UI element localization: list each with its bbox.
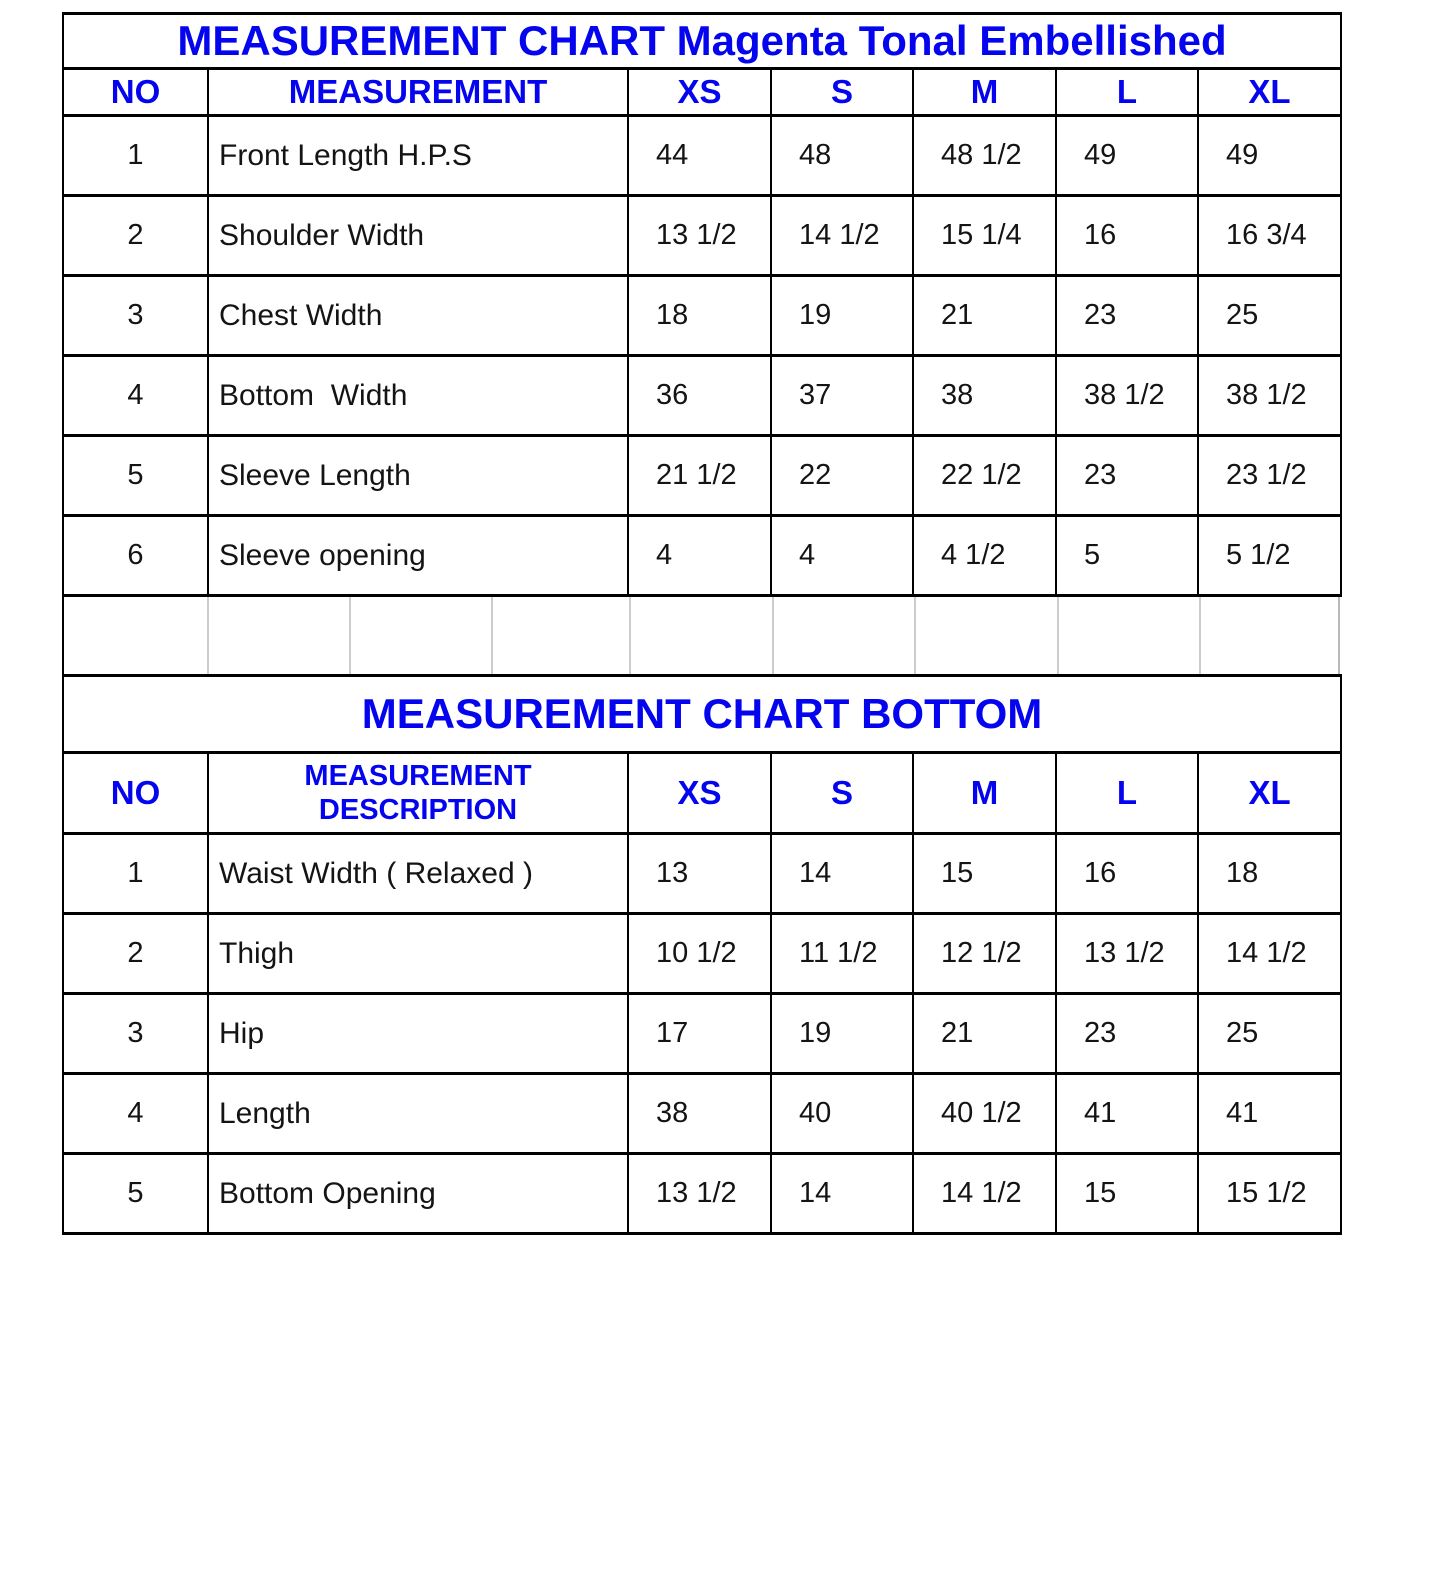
row-number-cell: 6 — [63, 516, 208, 596]
table-row — [63, 276, 1341, 356]
size-value-cell: 14 1/2 — [913, 1154, 1056, 1234]
top-table-title: MEASUREMENT CHART Magenta Tonal Embellished — [63, 14, 1341, 69]
size-value-cell: 21 1/2 — [628, 436, 771, 516]
size-value-cell: 15 — [1056, 1154, 1198, 1234]
size-value-cell: 22 1/2 — [913, 436, 1056, 516]
top-table-header-row — [63, 69, 1341, 116]
size-value-cell: 49 — [1056, 116, 1198, 196]
size-value-cell: 10 1/2 — [628, 914, 771, 994]
size-value-cell: 17 — [628, 994, 771, 1074]
row-number-cell: 4 — [63, 1074, 208, 1154]
measurement-label-cell: Thigh — [208, 914, 628, 994]
size-value-cell: 13 — [628, 834, 771, 914]
top-table-title-row — [63, 14, 1341, 69]
measurement-label-cell: Hip — [208, 994, 628, 1074]
spreadsheet-spacer-row — [62, 597, 1340, 674]
table-row — [63, 356, 1341, 436]
size-value-cell: 14 — [771, 1154, 913, 1234]
col-header-xl: XL — [1198, 69, 1341, 116]
measurement-label-cell: Front Length H.P.S — [208, 116, 628, 196]
size-value-cell: 13 1/2 — [1056, 914, 1198, 994]
size-value-cell: 38 1/2 — [1056, 356, 1198, 436]
col-header-s: S — [771, 753, 913, 834]
size-value-cell: 15 — [913, 834, 1056, 914]
table-row — [63, 1074, 1341, 1154]
size-value-cell: 4 1/2 — [913, 516, 1056, 596]
size-value-cell: 44 — [628, 116, 771, 196]
spreadsheet-gridline — [1199, 597, 1201, 674]
size-value-cell: 21 — [913, 276, 1056, 356]
measurement-sheet — [62, 12, 1340, 1235]
size-value-cell: 38 1/2 — [1198, 356, 1341, 436]
row-number-cell: 1 — [63, 116, 208, 196]
measurement-label-cell: Length — [208, 1074, 628, 1154]
size-value-cell: 19 — [771, 276, 913, 356]
size-value-cell: 48 — [771, 116, 913, 196]
row-number-cell: 2 — [63, 196, 208, 276]
col-header-l: L — [1056, 753, 1198, 834]
size-value-cell: 38 — [913, 356, 1056, 436]
table-row — [63, 516, 1341, 596]
table-row — [63, 994, 1341, 1074]
spreadsheet-gridline — [914, 597, 916, 674]
measurement-label-cell: Bottom Opening — [208, 1154, 628, 1234]
row-number-cell: 3 — [63, 994, 208, 1074]
table-row — [63, 196, 1341, 276]
size-value-cell: 16 3/4 — [1198, 196, 1341, 276]
size-value-cell: 22 — [771, 436, 913, 516]
spreadsheet-gridline — [772, 597, 774, 674]
size-value-cell: 49 — [1198, 116, 1341, 196]
size-value-cell: 23 1/2 — [1198, 436, 1341, 516]
table-row — [63, 116, 1341, 196]
size-value-cell: 41 — [1198, 1074, 1341, 1154]
size-value-cell: 15 1/4 — [913, 196, 1056, 276]
table-row — [63, 436, 1341, 516]
size-value-cell: 37 — [771, 356, 913, 436]
spreadsheet-gridline — [491, 597, 493, 674]
size-value-cell: 23 — [1056, 994, 1198, 1074]
size-value-cell: 25 — [1198, 276, 1341, 356]
size-value-cell: 23 — [1056, 276, 1198, 356]
measurement-label-cell: Chest Width — [208, 276, 628, 356]
spreadsheet-gridline — [1057, 597, 1059, 674]
size-value-cell: 11 1/2 — [771, 914, 913, 994]
spreadsheet-gridline — [207, 597, 209, 674]
measurement-label-cell: Sleeve opening — [208, 516, 628, 596]
col-header-no: NO — [63, 69, 208, 116]
col-header-no: NO — [63, 753, 208, 834]
size-value-cell: 16 — [1056, 196, 1198, 276]
size-value-cell: 25 — [1198, 994, 1341, 1074]
size-value-cell: 48 1/2 — [913, 116, 1056, 196]
size-value-cell: 13 1/2 — [628, 196, 771, 276]
size-value-cell: 21 — [913, 994, 1056, 1074]
size-value-cell: 23 — [1056, 436, 1198, 516]
bottom-table-header-row — [63, 753, 1341, 834]
table-row — [63, 914, 1341, 994]
col-header-m: M — [913, 753, 1056, 834]
size-value-cell: 19 — [771, 994, 913, 1074]
spreadsheet-gridline — [629, 597, 631, 674]
measurement-label-cell: Bottom Width — [208, 356, 628, 436]
col-header-s: S — [771, 69, 913, 116]
row-number-cell: 1 — [63, 834, 208, 914]
size-value-cell: 4 — [771, 516, 913, 596]
col-header-measurement: MEASUREMENT — [208, 69, 628, 116]
col-header-measurement-description: MEASUREMENT DESCRIPTION — [208, 753, 628, 834]
size-value-cell: 5 — [1056, 516, 1198, 596]
spreadsheet-gridline — [349, 597, 351, 674]
row-number-cell: 2 — [63, 914, 208, 994]
size-value-cell: 5 1/2 — [1198, 516, 1341, 596]
size-value-cell: 38 — [628, 1074, 771, 1154]
size-value-cell: 18 — [1198, 834, 1341, 914]
row-number-cell: 4 — [63, 356, 208, 436]
measurement-label-cell: Shoulder Width — [208, 196, 628, 276]
bottom-measurement-table — [62, 674, 1342, 1235]
size-value-cell: 4 — [628, 516, 771, 596]
size-value-cell: 13 1/2 — [628, 1154, 771, 1234]
size-value-cell: 14 1/2 — [771, 196, 913, 276]
col-header-xs: XS — [628, 69, 771, 116]
row-number-cell: 5 — [63, 1154, 208, 1234]
size-value-cell: 41 — [1056, 1074, 1198, 1154]
measurement-label-cell: Waist Width ( Relaxed ) — [208, 834, 628, 914]
bottom-table-title-row — [63, 676, 1341, 753]
size-value-cell: 15 1/2 — [1198, 1154, 1341, 1234]
size-value-cell: 40 — [771, 1074, 913, 1154]
size-value-cell: 14 — [771, 834, 913, 914]
top-measurement-table — [62, 12, 1342, 597]
size-value-cell: 18 — [628, 276, 771, 356]
size-value-cell: 16 — [1056, 834, 1198, 914]
col-header-xs: XS — [628, 753, 771, 834]
size-value-cell: 36 — [628, 356, 771, 436]
table-row — [63, 1154, 1341, 1234]
row-number-cell: 5 — [63, 436, 208, 516]
col-header-l: L — [1056, 69, 1198, 116]
size-value-cell: 12 1/2 — [913, 914, 1056, 994]
table-row — [63, 834, 1341, 914]
col-header-m: M — [913, 69, 1056, 116]
measurement-label-cell: Sleeve Length — [208, 436, 628, 516]
bottom-table-title: MEASUREMENT CHART BOTTOM — [63, 676, 1341, 753]
col-header-xl: XL — [1198, 753, 1341, 834]
row-number-cell: 3 — [63, 276, 208, 356]
size-value-cell: 14 1/2 — [1198, 914, 1341, 994]
size-value-cell: 40 1/2 — [913, 1074, 1056, 1154]
